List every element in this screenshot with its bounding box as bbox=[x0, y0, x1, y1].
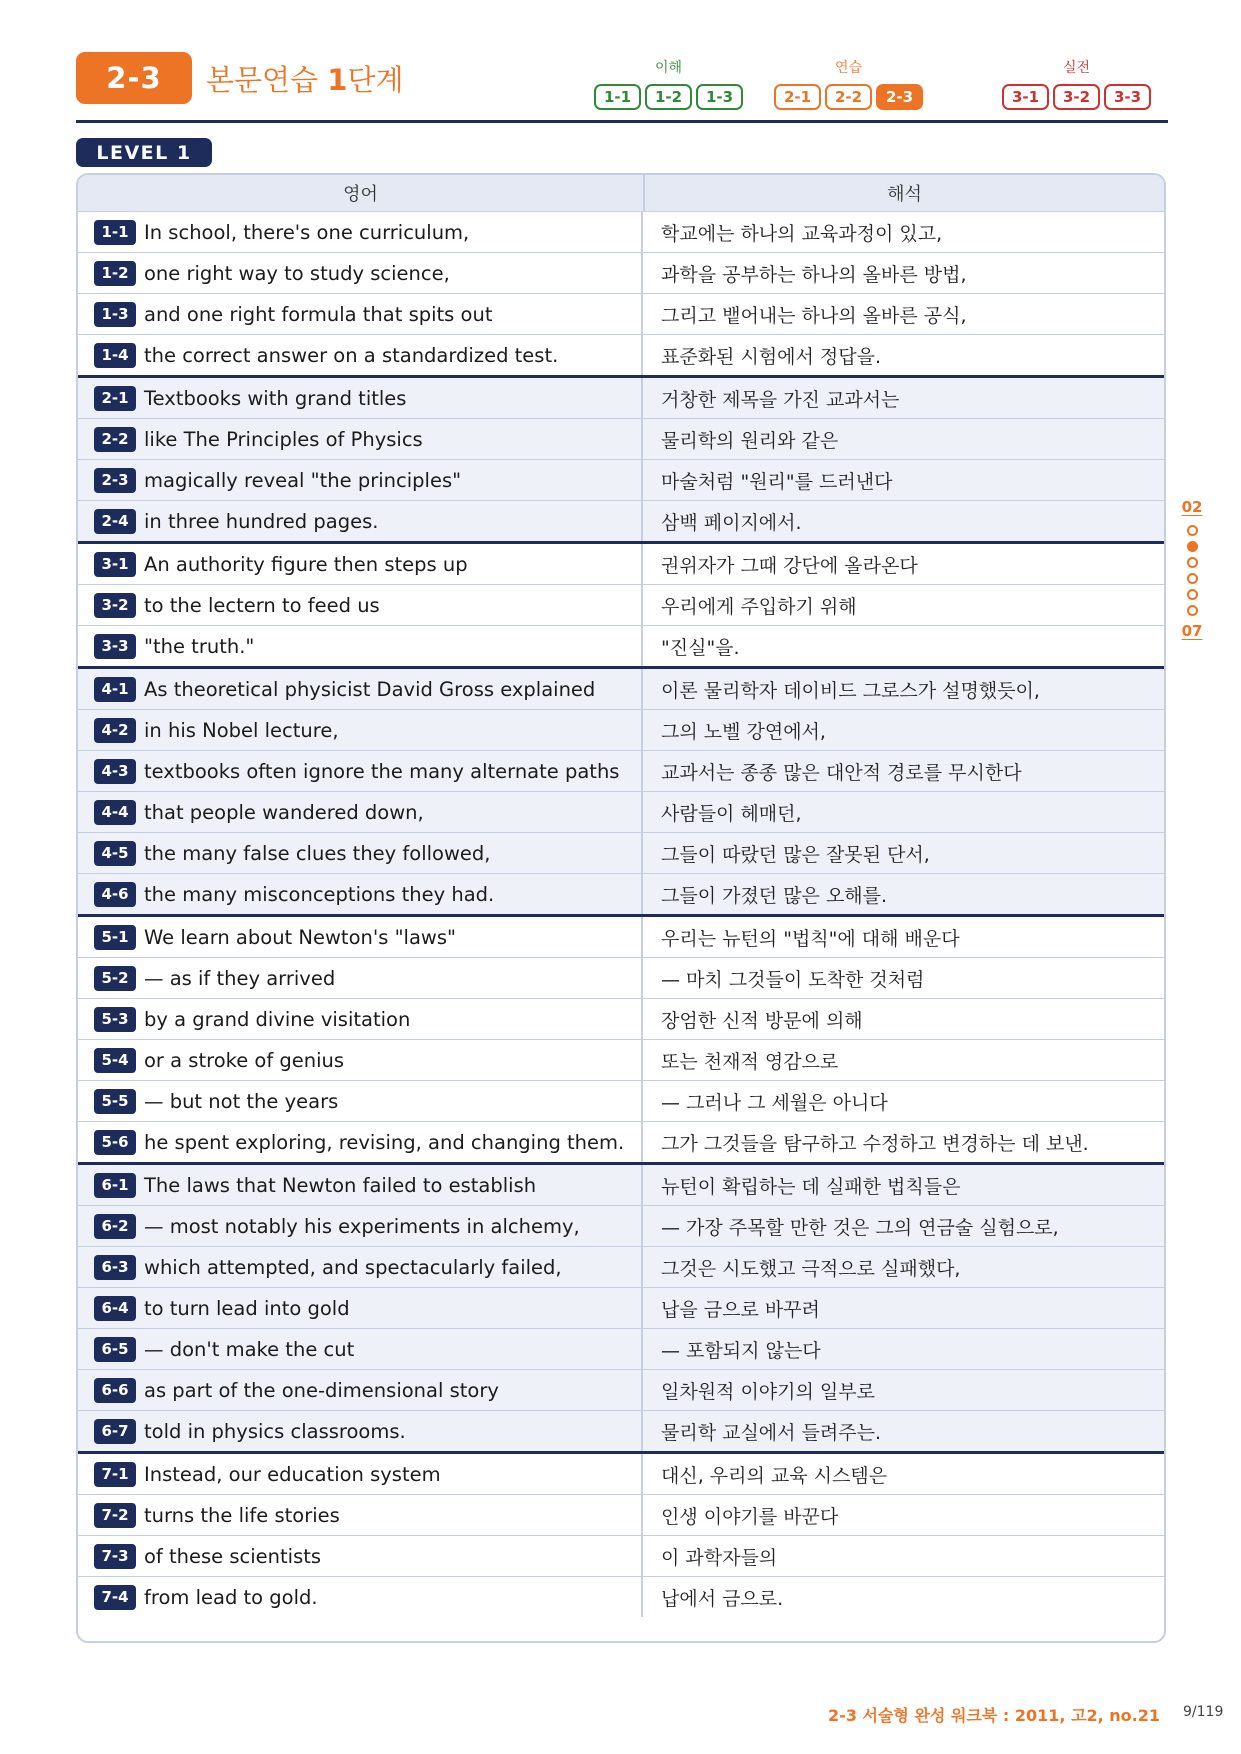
english-cell bbox=[78, 626, 643, 666]
sentence-number-badge: 6-2 bbox=[94, 1214, 136, 1239]
sentence-number-badge: 6-7 bbox=[94, 1419, 136, 1444]
side-nav-dots bbox=[1187, 520, 1198, 616]
korean-translation: 사람들이 헤매던, bbox=[661, 802, 802, 825]
nav-button-1-1[interactable]: 1-1 bbox=[594, 84, 641, 110]
english-sentence: — most notably his experiments in alchemy, bbox=[144, 1214, 580, 1238]
table-row bbox=[78, 792, 1164, 833]
english-cell bbox=[78, 1165, 643, 1205]
table-row bbox=[78, 917, 1164, 958]
english-sentence: the many false clues they followed, bbox=[144, 841, 491, 865]
korean-translation: 교과서는 종종 많은 대안적 경로를 무시한다 bbox=[661, 761, 1022, 784]
english-sentence: — as if they arrived bbox=[144, 966, 336, 990]
korean-translation: "진실"을. bbox=[661, 636, 740, 659]
sentence-number-badge: 6-6 bbox=[94, 1378, 136, 1403]
english-sentence: to the lectern to feed us bbox=[144, 593, 380, 617]
sentence-number-badge: 4-3 bbox=[94, 759, 136, 784]
sentence-number-badge: 1-4 bbox=[94, 343, 136, 368]
english-cell bbox=[78, 669, 643, 709]
korean-translation: 마술처럼 "원리"를 드러낸다 bbox=[661, 470, 893, 493]
english-cell bbox=[78, 335, 643, 375]
english-sentence: the correct answer on a standardized test. bbox=[144, 343, 559, 367]
table-row bbox=[78, 1329, 1164, 1370]
korean-translation: — 마치 그것들이 도착한 것처럼 bbox=[661, 968, 925, 991]
korean-translation: 그의 노벨 강연에서, bbox=[661, 720, 826, 743]
table-row bbox=[78, 958, 1164, 999]
korean-translation: 그리고 뱉어내는 하나의 올바른 공식, bbox=[661, 304, 967, 327]
english-cell bbox=[78, 833, 643, 873]
korean-translation: 또는 천재적 영감으로 bbox=[661, 1050, 839, 1073]
table-row bbox=[78, 999, 1164, 1040]
sentence-number-badge: 7-4 bbox=[94, 1585, 136, 1610]
korean-translation: 납을 금으로 바꾸려 bbox=[661, 1298, 820, 1321]
korean-translation: 학교에는 하나의 교육과정이 있고, bbox=[661, 222, 943, 245]
english-sentence: — don't make the cut bbox=[144, 1337, 355, 1361]
table-row bbox=[78, 626, 1164, 669]
sentence-number-badge: 6-1 bbox=[94, 1173, 136, 1198]
title-number: 1 bbox=[327, 63, 348, 97]
sentence-number-badge: 4-5 bbox=[94, 841, 136, 866]
english-sentence: and one right formula that spits out bbox=[144, 302, 493, 326]
table-row bbox=[78, 585, 1164, 626]
table-body bbox=[78, 212, 1164, 1617]
side-progress-nav bbox=[1178, 498, 1206, 640]
table-row bbox=[78, 1040, 1164, 1081]
table-row bbox=[78, 833, 1164, 874]
english-sentence: "the truth." bbox=[144, 634, 255, 658]
nav-button-1-2[interactable]: 1-2 bbox=[645, 84, 692, 110]
english-cell bbox=[78, 1288, 643, 1328]
page-title bbox=[206, 58, 404, 99]
side-nav-dot[interactable] bbox=[1187, 541, 1198, 552]
sentence-number-badge: 7-3 bbox=[94, 1544, 136, 1569]
table-row bbox=[78, 710, 1164, 751]
english-sentence: one right way to study science, bbox=[144, 261, 450, 285]
sentence-number-badge: 5-1 bbox=[94, 925, 136, 950]
side-nav-start[interactable]: 02 bbox=[1181, 498, 1203, 516]
sentence-number-badge: 6-4 bbox=[94, 1296, 136, 1321]
english-cell bbox=[78, 958, 643, 998]
nav-button-3-1[interactable]: 3-1 bbox=[1002, 84, 1049, 110]
korean-translation: 물리학의 원리와 같은 bbox=[661, 429, 839, 452]
side-nav-dot[interactable] bbox=[1187, 589, 1198, 600]
english-cell bbox=[78, 1329, 643, 1369]
sentence-number-badge: 5-6 bbox=[94, 1130, 136, 1155]
korean-translation: 삼백 페이지에서. bbox=[661, 511, 802, 534]
korean-translation: 납에서 금으로. bbox=[661, 1587, 784, 1610]
sentence-number-badge: 6-5 bbox=[94, 1337, 136, 1362]
table-row bbox=[78, 1495, 1164, 1536]
table-row bbox=[78, 1122, 1164, 1165]
korean-translation: 인생 이야기를 바꾼다 bbox=[661, 1505, 839, 1528]
sentence-number-badge: 5-5 bbox=[94, 1089, 136, 1114]
english-cell bbox=[78, 1370, 643, 1410]
english-cell bbox=[78, 1081, 643, 1121]
english-cell bbox=[78, 1247, 643, 1287]
english-sentence: by a grand divine visitation bbox=[144, 1007, 411, 1031]
title-end: 단계 bbox=[347, 63, 404, 97]
table-row bbox=[78, 419, 1164, 460]
korean-translation: 표준화된 시험에서 정답을. bbox=[661, 345, 882, 368]
korean-translation: 과학을 공부하는 하나의 올바른 방법, bbox=[661, 263, 967, 286]
english-sentence: he spent exploring, revising, and changing them. bbox=[144, 1130, 625, 1154]
sentence-number-badge: 2-4 bbox=[94, 509, 136, 534]
nav-group-label: 실전 bbox=[1062, 60, 1091, 76]
sentence-number-badge: 3-1 bbox=[94, 552, 136, 577]
english-sentence: In school, there's one curriculum, bbox=[144, 220, 470, 244]
english-sentence: turns the life stories bbox=[144, 1503, 340, 1527]
english-sentence: like The Principles of Physics bbox=[144, 427, 423, 451]
english-sentence: magically reveal "the principles" bbox=[144, 468, 462, 492]
english-sentence: in three hundred pages. bbox=[144, 509, 379, 533]
page-number: 9/119 bbox=[1183, 1704, 1224, 1720]
sentence-number-badge: 4-2 bbox=[94, 718, 136, 743]
english-cell bbox=[78, 378, 643, 418]
table-row bbox=[78, 1288, 1164, 1329]
korean-translation: 거창한 제목을 가진 교과서는 bbox=[661, 388, 900, 411]
korean-translation: — 가장 주목할 만한 것은 그의 연금술 실험으로, bbox=[661, 1216, 1059, 1239]
table-header bbox=[78, 175, 1164, 212]
header-divider bbox=[76, 120, 1168, 123]
english-sentence: The laws that Newton failed to establish bbox=[144, 1173, 537, 1197]
translation-table bbox=[76, 173, 1166, 1643]
korean-translation: 장엄한 신적 방문에 의해 bbox=[661, 1009, 863, 1032]
english-cell bbox=[78, 710, 643, 750]
english-cell bbox=[78, 917, 643, 957]
sentence-number-badge: 5-2 bbox=[94, 966, 136, 991]
sentence-number-badge: 7-1 bbox=[94, 1462, 136, 1487]
english-cell bbox=[78, 1536, 643, 1576]
sentence-number-badge: 1-1 bbox=[94, 220, 136, 245]
english-sentence: textbooks often ignore the many alternate paths bbox=[144, 759, 620, 783]
english-sentence: in his Nobel lecture, bbox=[144, 718, 339, 742]
english-cell bbox=[78, 460, 643, 500]
table-row bbox=[78, 378, 1164, 419]
english-cell bbox=[78, 1122, 643, 1162]
korean-translation: 우리에게 주입하기 위해 bbox=[661, 595, 857, 618]
korean-translation: 그가 그것들을 탐구하고 수정하고 변경하는 데 보낸. bbox=[661, 1132, 1089, 1155]
side-nav-dot[interactable] bbox=[1187, 573, 1198, 584]
english-cell bbox=[78, 544, 643, 584]
section-badge: 2-3 bbox=[76, 52, 192, 104]
nav-button-2-2[interactable]: 2-2 bbox=[825, 84, 872, 110]
nav-group-understanding bbox=[594, 60, 743, 110]
table-row bbox=[78, 1247, 1164, 1288]
side-nav-dot[interactable] bbox=[1187, 605, 1198, 616]
english-sentence: As theoretical physicist David Gross explained bbox=[144, 677, 596, 701]
column-header-korean: 해석 bbox=[887, 184, 922, 205]
table-row bbox=[78, 1370, 1164, 1411]
english-sentence: — but not the years bbox=[144, 1089, 339, 1113]
page-footer bbox=[0, 1703, 1241, 1727]
table-row bbox=[78, 1206, 1164, 1247]
sentence-number-badge: 2-1 bbox=[94, 386, 136, 411]
korean-translation: 대신, 우리의 교육 시스템은 bbox=[661, 1464, 888, 1487]
english-cell bbox=[78, 501, 643, 541]
english-sentence: to turn lead into gold bbox=[144, 1296, 350, 1320]
table-row bbox=[78, 1577, 1164, 1617]
column-header-english: 영어 bbox=[78, 175, 645, 211]
side-nav-dot[interactable] bbox=[1187, 525, 1198, 536]
table-row bbox=[78, 544, 1164, 585]
nav-group-label: 이해 bbox=[654, 60, 683, 76]
korean-translation: 뉴턴이 확립하는 데 실패한 법칙들은 bbox=[661, 1175, 961, 1198]
table-row bbox=[78, 501, 1164, 544]
level-badge: LEVEL 1 bbox=[76, 138, 212, 167]
nav-button-3-3[interactable]: 3-3 bbox=[1104, 84, 1151, 110]
korean-translation: 권위자가 그때 강단에 올라온다 bbox=[661, 554, 918, 577]
english-sentence: as part of the one-dimensional story bbox=[144, 1378, 499, 1402]
korean-translation: 일차원적 이야기의 일부로 bbox=[661, 1380, 875, 1403]
english-cell bbox=[78, 1454, 643, 1494]
english-cell bbox=[78, 792, 643, 832]
english-cell bbox=[78, 253, 643, 293]
sentence-number-badge: 3-3 bbox=[94, 634, 136, 659]
english-sentence: Instead, our education system bbox=[144, 1462, 441, 1486]
table-row bbox=[78, 253, 1164, 294]
sentence-number-badge: 4-4 bbox=[94, 800, 136, 825]
english-sentence: of these scientists bbox=[144, 1544, 322, 1568]
table-row bbox=[78, 335, 1164, 378]
korean-translation: 이 과학자들의 bbox=[661, 1546, 778, 1569]
table-row bbox=[78, 1165, 1164, 1206]
english-cell bbox=[78, 585, 643, 625]
english-sentence: An authority figure then steps up bbox=[144, 552, 468, 576]
table-row bbox=[78, 874, 1164, 917]
sentence-number-badge: 4-6 bbox=[94, 882, 136, 907]
table-row bbox=[78, 1081, 1164, 1122]
sentence-number-badge: 3-2 bbox=[94, 593, 136, 618]
sentence-number-badge: 2-2 bbox=[94, 427, 136, 452]
english-sentence: told in physics classrooms. bbox=[144, 1419, 406, 1443]
english-sentence: which attempted, and spectacularly failed, bbox=[144, 1255, 562, 1279]
english-cell bbox=[78, 1411, 643, 1451]
english-sentence: Textbooks with grand titles bbox=[144, 386, 407, 410]
nav-button-3-2[interactable]: 3-2 bbox=[1053, 84, 1100, 110]
title-main: 본문연습 bbox=[206, 63, 328, 97]
sentence-number-badge: 1-2 bbox=[94, 261, 136, 286]
korean-translation: 이론 물리학자 데이비드 그로스가 설명했듯이, bbox=[661, 679, 1040, 702]
sentence-number-badge: 6-3 bbox=[94, 1255, 136, 1280]
sentence-number-badge: 5-3 bbox=[94, 1007, 136, 1032]
table-row bbox=[78, 294, 1164, 335]
sentence-number-badge: 4-1 bbox=[94, 677, 136, 702]
korean-translation: 그것은 시도했고 극적으로 실패했다, bbox=[661, 1257, 961, 1280]
english-cell bbox=[78, 1577, 643, 1617]
english-sentence: the many misconceptions they had. bbox=[144, 882, 495, 906]
korean-translation: 그들이 가졌던 많은 오해를. bbox=[661, 884, 888, 907]
english-cell bbox=[78, 419, 643, 459]
english-cell bbox=[78, 1495, 643, 1535]
table-row bbox=[78, 460, 1164, 501]
side-nav-dot[interactable] bbox=[1187, 557, 1198, 568]
table-row bbox=[78, 669, 1164, 710]
sentence-number-badge: 7-2 bbox=[94, 1503, 136, 1528]
english-sentence: We learn about Newton's "laws" bbox=[144, 925, 456, 949]
korean-translation: 물리학 교실에서 들려주는. bbox=[661, 1421, 882, 1444]
page-header bbox=[76, 52, 1168, 122]
english-sentence: or a stroke of genius bbox=[144, 1048, 345, 1072]
table-row bbox=[78, 1536, 1164, 1577]
english-cell bbox=[78, 999, 643, 1039]
korean-translation: — 포함되지 않는다 bbox=[661, 1339, 821, 1362]
korean-translation: 우리는 뉴턴의 "법칙"에 대해 배운다 bbox=[661, 927, 960, 950]
nav-button-1-3[interactable]: 1-3 bbox=[696, 84, 743, 110]
korean-translation: — 그러나 그 세월은 아니다 bbox=[661, 1091, 888, 1114]
footer-title: 2-3 서술형 완성 워크북 : 2011, 고2, no.21 bbox=[828, 1706, 1160, 1725]
table-row bbox=[78, 1411, 1164, 1454]
sentence-number-badge: 1-3 bbox=[94, 302, 136, 327]
nav-group-real bbox=[1002, 60, 1151, 110]
english-cell bbox=[78, 212, 643, 252]
nav-button-2-1[interactable]: 2-1 bbox=[774, 84, 821, 110]
table-row bbox=[78, 1454, 1164, 1495]
english-cell bbox=[78, 294, 643, 334]
table-row bbox=[78, 751, 1164, 792]
nav-group-label: 연습 bbox=[834, 60, 863, 76]
sentence-number-badge: 5-4 bbox=[94, 1048, 136, 1073]
english-sentence: that people wandered down, bbox=[144, 800, 424, 824]
nav-group-practice bbox=[774, 60, 923, 110]
korean-translation: 그들이 따랐던 많은 잘못된 단서, bbox=[661, 843, 930, 866]
side-nav-end[interactable]: 07 bbox=[1181, 622, 1203, 640]
english-sentence: from lead to gold. bbox=[144, 1585, 318, 1609]
table-row bbox=[78, 212, 1164, 253]
english-cell bbox=[78, 751, 643, 791]
sentence-number-badge: 2-3 bbox=[94, 468, 136, 493]
english-cell bbox=[78, 1206, 643, 1246]
english-cell bbox=[78, 874, 643, 914]
nav-button-2-3[interactable]: 2-3 bbox=[876, 84, 923, 110]
english-cell bbox=[78, 1040, 643, 1080]
